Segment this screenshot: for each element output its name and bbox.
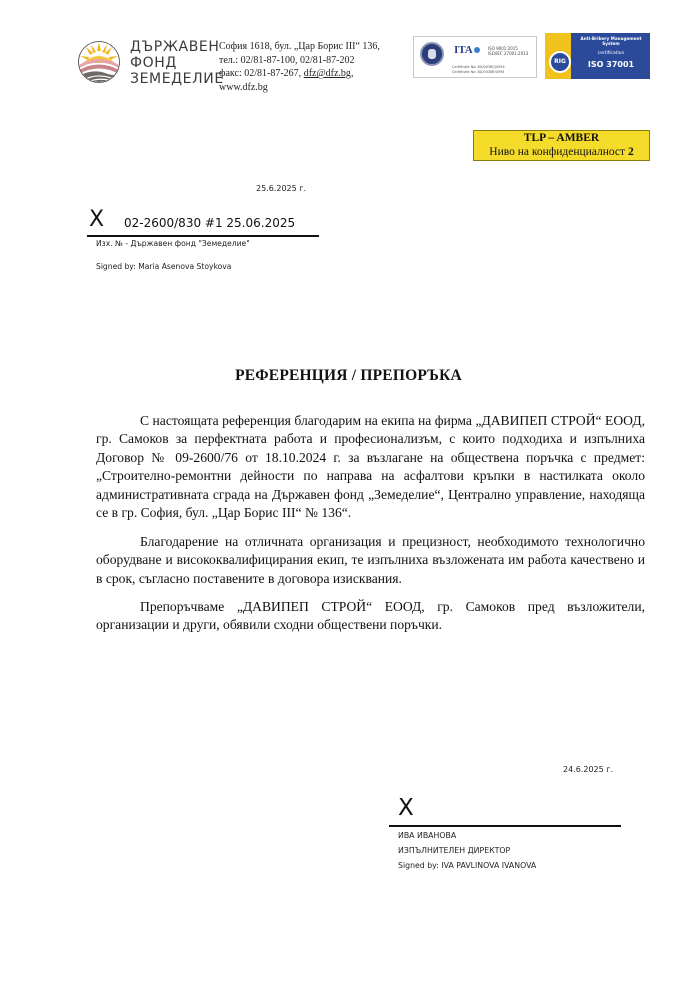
registration-subtitle: Изх. № - Държавен фонд "Земеделие" <box>96 239 250 248</box>
certification-standard: ISO 37001 <box>587 60 635 69</box>
fax-line <box>219 67 380 81</box>
paragraph <box>96 412 645 522</box>
contact-block <box>219 40 380 94</box>
fax-suffix: , <box>350 68 354 79</box>
registration-signed-by: Signed by: Maria Asenova Stoykova <box>96 262 232 271</box>
iso-line: ISO 9001:2015 <box>488 46 518 51</box>
paragraph-text: Благодарение на отличната организация и прецизност, необходимото технологично оборудване и висококвалифицирания екип, те изпълниха възложената им работа качествено и в срок, съгласно поставените в договора изисквания. <box>96 534 645 586</box>
ita-brand-text: ITA <box>454 44 473 56</box>
iso-line: ISO/IEC 27001:2013 <box>488 51 529 56</box>
certificate-line: Certificate No: BG/0038R/0594 <box>452 69 505 74</box>
signature-mark: X <box>89 207 105 232</box>
paragraph <box>96 533 645 588</box>
certification-title: Anti-Bribery Management System <box>580 36 642 46</box>
registration-number: 02-2600/830 #1 25.06.2025 <box>124 216 296 230</box>
certificate-line: Certificate No: BG/0038Q/0594 <box>452 65 505 69</box>
signature-line <box>389 825 621 827</box>
ita-brand <box>454 44 480 56</box>
phone: тел.: 02/81-87-100, 02/81-87-202 <box>219 54 355 66</box>
signature-mark: X <box>398 795 414 821</box>
ita-certification-badge <box>413 36 537 78</box>
document-title: РЕФЕРЕНЦИЯ / ПРЕПОРЪКА <box>235 367 462 384</box>
fax: факс: 02/81-87-267, <box>219 68 304 79</box>
confidentiality-label: Ниво на конфиденциалност <box>489 146 628 158</box>
signature-line <box>87 235 319 237</box>
signatory-name: ИВА ИВАНОВА <box>398 831 457 840</box>
organization-name-line: ФОНД <box>130 55 177 71</box>
certification-seal-icon <box>420 42 444 66</box>
confidentiality-value: 2 <box>627 146 634 158</box>
organization-name-line: ЗЕМЕДЕЛИЕ <box>130 71 224 87</box>
address: София 1618, бул. „Цар Борис III“ 136, <box>219 41 380 52</box>
registration-date: 25.6.2025 г. <box>256 184 307 193</box>
tlp-label: TLP – AMBER <box>523 132 600 144</box>
tlp-classification-box <box>473 130 650 161</box>
email-link[interactable]: dfz@dfz.bg <box>303 68 351 79</box>
signatory-role: ИЗПЪЛНИТЕЛЕН ДИРЕКТОР <box>398 846 511 855</box>
paragraph <box>96 598 645 635</box>
sun-over-fields-logo-icon <box>78 41 120 83</box>
ita-logo-dot-icon <box>474 47 480 53</box>
rig-seal-icon: RIG <box>549 51 571 73</box>
signatory-signed-by: Signed by: IVA PAVLINOVA IVANOVA <box>398 861 537 870</box>
organization-name-line: ДЪРЖАВЕН <box>130 39 220 55</box>
paragraph-text: Препоръчваме „ДАВИПЕП СТРОЙ“ ЕООД, гр. Самоков пред възложители, организации и други, обявили сходни обществени поръчки. <box>96 599 645 633</box>
certification-label: certification <box>597 51 625 56</box>
rig-iso37001-badge <box>545 33 650 79</box>
confidentiality-level <box>474 145 649 159</box>
website: www.dfz.bg <box>219 81 268 93</box>
signature-date: 24.6.2025 г. <box>563 765 614 774</box>
certificate-numbers <box>452 65 505 74</box>
iso-standards <box>488 46 528 56</box>
organization-name <box>130 39 224 87</box>
paragraph-text: С настоящата референция благодарим на екипа на фирма „ДАВИПЕП СТРОЙ“ ЕООД, гр. Самоков за перфектната работа и професионализъм, с които подходиха и изпълниха Договор № 09-2600/76 от 18.10.2024 г. за възлагане на обществена поръчка с предмет: „Строително-ремонтни дейности по направа на асфалтови кръпки в настилката около административната сграда на Държавен фонд „Земеделие“, Централно управление, находяща се в гр. София, бул. „Цар Борис III“ № 136“. <box>96 413 645 521</box>
